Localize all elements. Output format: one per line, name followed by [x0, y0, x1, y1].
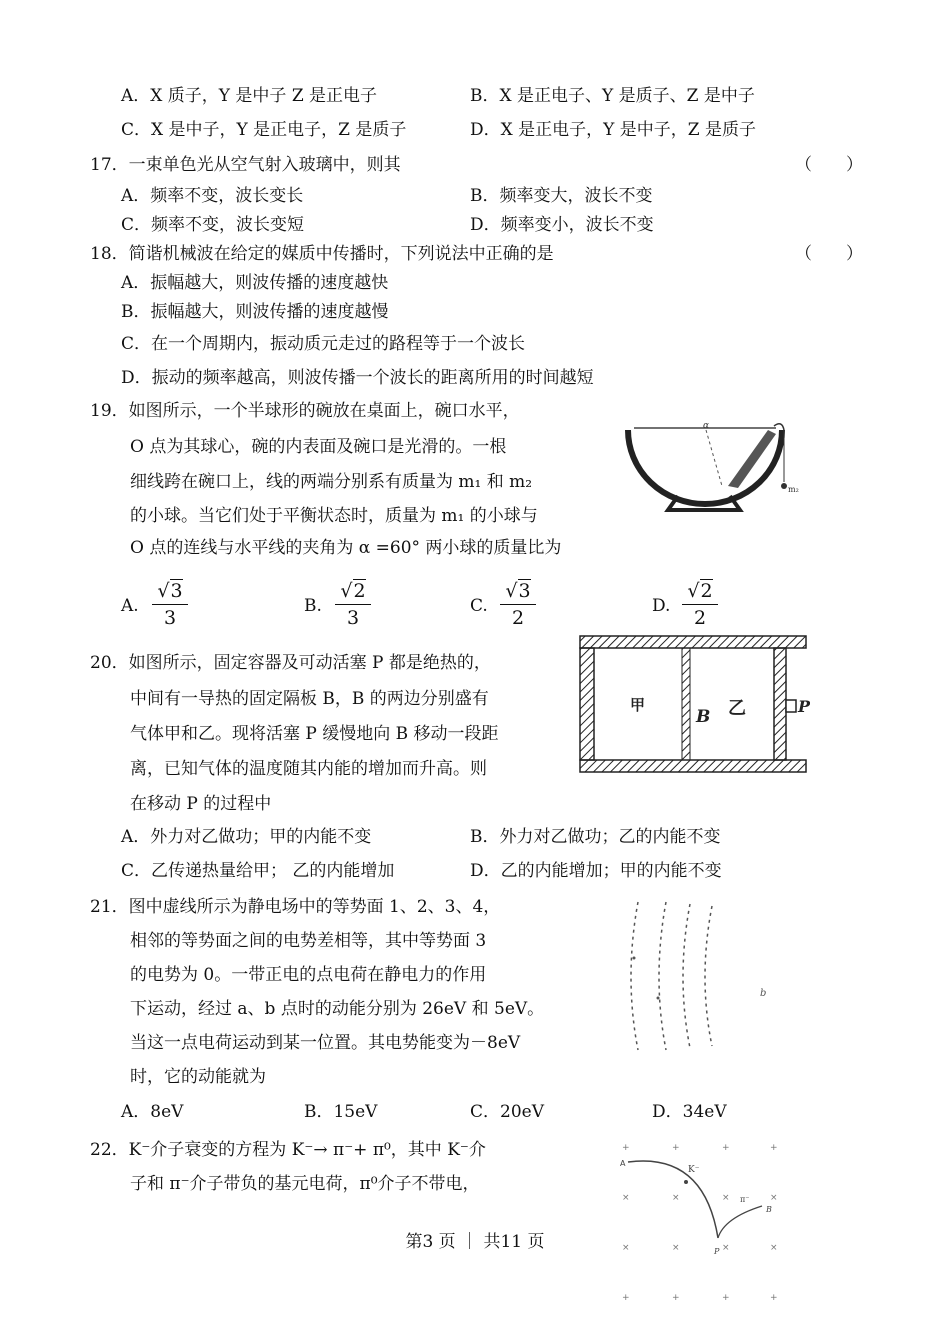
q18-option-a: A．振幅越大，则波传播的速度越快 [121, 273, 389, 293]
q21-stem-line5: 当这一点电荷运动到某一位置。其电势能变为－8eV [130, 1033, 521, 1053]
q19-option-a-label: A. [121, 596, 139, 616]
q19-option-b-label: B. [304, 596, 322, 616]
q20-option-d: D．乙的内能增加；甲的内能不变 [470, 861, 722, 881]
q16-option-d: D．X 是正电子，Y 是中子，Z 是质子 [470, 120, 756, 140]
q19-option-b-numerator: 2 [353, 580, 366, 602]
q22-stem-line1: 22．K⁻介子衰变的方程为 K⁻→ π⁻+ π⁰，其中 K⁻介 [90, 1140, 486, 1160]
svg-text:×: × [672, 1193, 680, 1203]
q19-stem-line1: 19．如图所示，一个半球形的碗放在桌面上，碗口水平， [90, 401, 520, 421]
q22-point-p-label: P [714, 1247, 720, 1256]
q19-option-c-numerator: 3 [518, 580, 531, 602]
q19-option-d-fraction: $\frac{√2}{2}$ [682, 578, 718, 631]
q16-option-c: C．X 是中子，Y 是正电子，Z 是质子 [121, 120, 407, 140]
page-footer: 第3 页 ｜ 共11 页 [405, 1232, 545, 1252]
q18-option-c: C．在一个周期内，振动质元走过的路程等于一个波长 [121, 334, 526, 354]
q19-stem-line4: 的小球。当它们处于平衡状态时，质量为 m₁ 的小球与 [130, 506, 538, 526]
q20-gas-yi-label: 乙 [728, 698, 746, 719]
q20-option-c: C．乙传递热量给甲； 乙的内能增加 [121, 861, 395, 881]
q19-option-d-label: D. [652, 596, 671, 616]
q17-option-d: D．频率变小，波长不变 [470, 215, 654, 235]
q22-point-a-label: A [620, 1159, 626, 1168]
svg-text:×: × [722, 1243, 730, 1253]
svg-text:+: + [622, 1143, 630, 1153]
q19-stem-line2: O 点为其球心，碗的内表面及碗口是光滑的。一根 [130, 437, 507, 457]
q22-pion-label: π⁻ [740, 1195, 750, 1204]
svg-text:×: × [770, 1193, 778, 1203]
q18-answer-bracket: （ ） [795, 244, 863, 264]
q21-equipotential-figure [620, 898, 780, 1058]
q21-option-c: C．20eV [470, 1102, 544, 1122]
q19-bowl-figure [620, 418, 800, 518]
svg-text:+: + [722, 1293, 730, 1303]
q19-option-c-denominator: 2 [511, 607, 525, 629]
q20-piston-p-label: P [798, 697, 810, 716]
q19-option-a-numerator: 3 [170, 580, 183, 602]
q17-answer-bracket: （ ） [795, 155, 863, 175]
svg-text:+: + [770, 1143, 778, 1153]
q20-stem-line4: 离，已知气体的温度随其内能的增加而升高。则 [130, 759, 487, 779]
q22-stem-line2: 子和 π⁻介子带负的基元电荷，π⁰介子不带电， [130, 1174, 480, 1194]
q19-option-a-denominator: 3 [163, 607, 177, 629]
svg-text:+: + [672, 1293, 680, 1303]
svg-text:×: × [622, 1193, 630, 1203]
q17-option-b: B．频率变大，波长不变 [470, 186, 653, 206]
q19-option-c-fraction: $\frac{√3}{2}$ [500, 578, 536, 631]
q20-stem-line5: 在移动 P 的过程中 [130, 794, 272, 814]
q20-partition-b-label: B [696, 707, 711, 727]
q21-point-b-label: b [760, 988, 767, 999]
q19-stem-line3: 细线跨在碗口上，线的两端分别系有质量为 m₁ 和 m₂ [130, 472, 533, 492]
svg-text:×: × [672, 1243, 680, 1253]
svg-text:+: + [672, 1143, 680, 1153]
q19-m2-label: m₂ [788, 485, 799, 494]
q21-option-d: D．34eV [652, 1102, 727, 1122]
svg-text:×: × [722, 1193, 730, 1203]
q20-stem-line1: 20．如图所示，固定容器及可动活塞 P 都是绝热的， [90, 653, 491, 673]
q17-option-c: C．频率不变，波长变短 [121, 215, 305, 235]
q19-option-c-label: C. [470, 596, 488, 616]
q22-kaon-label: K⁻ [688, 1165, 700, 1175]
q22-point-b-label: B [766, 1205, 772, 1214]
q16-option-a: A．X 质子，Y 是中子 Z 是正电子 [121, 86, 378, 106]
q20-option-a: A．外力对乙做功；甲的内能不变 [121, 827, 372, 847]
svg-text:×: × [770, 1243, 778, 1253]
q19-option-a-fraction: $\frac{√3}{3}$ [152, 578, 188, 631]
q21-stem-line1: 21．图中虚线所示为静电场中的等势面 1、2、3、4， [90, 897, 501, 917]
q19-alpha-label: α [703, 421, 710, 431]
svg-text:+: + [622, 1293, 630, 1303]
q19-option-d-denominator: 2 [693, 607, 707, 629]
svg-text:+: + [722, 1143, 730, 1153]
q16-option-b: B．X 是正电子、Y 是质子、Z 是中子 [470, 86, 755, 106]
q17-stem: 17．一束单色光从空气射入玻璃中，则其 [90, 155, 401, 175]
q21-stem-line4: 下运动，经过 a、b 点时的动能分别为 26eV 和 5eV。 [130, 999, 545, 1019]
q21-option-b: B．15eV [304, 1102, 378, 1122]
q20-container-figure [578, 634, 810, 779]
svg-text:+: + [770, 1293, 778, 1303]
q21-stem-line3: 的电势为 0。一带正电的点电荷在静电力的作用 [130, 965, 487, 985]
q19-option-b-fraction: $\frac{√2}{3}$ [335, 578, 371, 631]
q21-option-a: A．8eV [121, 1102, 184, 1122]
q18-stem: 18．简谐机械波在给定的媒质中传播时，下列说法中正确的是 [90, 244, 554, 264]
q18-option-b: B．振幅越大，则波传播的速度越慢 [121, 302, 389, 322]
svg-text:×: × [622, 1243, 630, 1253]
q17-option-a: A．频率不变，波长变长 [121, 186, 304, 206]
q19-stem-line5: O 点的连线与水平线的夹角为 α =60° 两小球的质量比为 [130, 538, 562, 558]
q20-stem-line2: 中间有一导热的固定隔板 B，B 的两边分别盛有 [130, 689, 489, 709]
q20-option-b: B．外力对乙做功；乙的内能不变 [470, 827, 721, 847]
q19-option-b-denominator: 3 [346, 607, 360, 629]
q19-option-d-numerator: 2 [700, 580, 713, 602]
q20-gas-jia-label: 甲 [630, 696, 646, 714]
q20-stem-line3: 气体甲和乙。现将活塞 P 缓慢地向 B 移动一段距 [130, 724, 499, 744]
q18-option-d: D．振动的频率越高，则波传播一个波长的距离所用的时间越短 [121, 368, 594, 388]
q21-stem-line2: 相邻的等势面之间的电势差相等，其中等势面 3 [130, 931, 487, 951]
q21-stem-line6: 时，它的动能就为 [130, 1067, 266, 1087]
